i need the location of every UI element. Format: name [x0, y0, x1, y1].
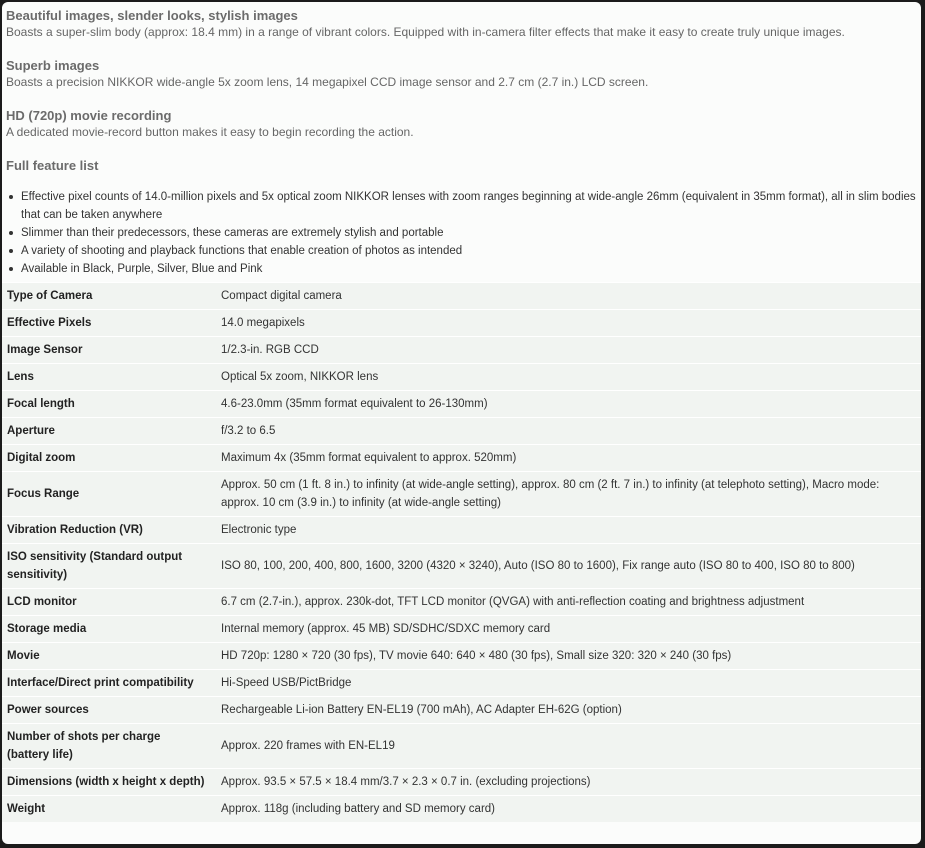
spec-row — [2, 616, 921, 643]
spec-row — [2, 283, 921, 310]
spec-row — [2, 391, 921, 418]
spec-key: Storage media — [2, 616, 210, 643]
spec-value: 6.7 cm (2.7-in.), approx. 230k-dot, TFT LCD monitor (QVGA) with anti-reflection coating and brightness adjustment — [210, 589, 921, 616]
spec-key: Dimensions (width x height x depth) — [2, 769, 210, 796]
spec-key: Focal length — [2, 391, 210, 418]
spec-value: Internal memory (approx. 45 MB) SD/SDHC/SDXC memory card — [210, 616, 921, 643]
spec-value: Hi-Speed USB/PictBridge — [210, 670, 921, 697]
feature-list — [6, 188, 917, 278]
spec-value: HD 720p: 1280 × 720 (30 fps), TV movie 640: 640 × 480 (30 fps), Small size 320: 320 × 240 (30 fps) — [210, 643, 921, 670]
spec-value: Approx. 118g (including battery and SD memory card) — [210, 796, 921, 823]
spec-key: Type of Camera — [2, 283, 210, 310]
spec-row — [2, 310, 921, 337]
spec-row — [2, 697, 921, 724]
spec-row — [2, 670, 921, 697]
spec-value: 4.6-23.0mm (35mm format equivalent to 26-130mm) — [210, 391, 921, 418]
highlight-section — [6, 7, 917, 41]
spec-key: Power sources — [2, 697, 210, 724]
spec-value: 14.0 megapixels — [210, 310, 921, 337]
spec-value: Approx. 93.5 × 57.5 × 18.4 mm/3.7 × 2.3 × 0.7 in. (excluding projections) — [210, 769, 921, 796]
spec-value: Approx. 220 frames with EN-EL19 — [210, 724, 921, 769]
feature-item: A variety of shooting and playback functions that enable creation of photos as intended — [20, 242, 917, 260]
highlight-section — [6, 57, 917, 91]
spec-key: Aperture — [2, 418, 210, 445]
spec-row — [2, 445, 921, 472]
highlight-title: Beautiful images, slender looks, stylish images — [6, 8, 298, 23]
spec-key: Interface/Direct print compatibility — [2, 670, 210, 697]
spec-row — [2, 724, 921, 769]
spec-key: Digital zoom — [2, 445, 210, 472]
spec-row — [2, 544, 921, 589]
spec-key: Focus Range — [2, 472, 210, 517]
intro-section — [2, 2, 921, 278]
spec-row — [2, 418, 921, 445]
spec-key: Effective Pixels — [2, 310, 210, 337]
spec-value: 1/2.3-in. RGB CCD — [210, 337, 921, 364]
product-description-panel — [2, 2, 921, 844]
spec-value: ISO 80, 100, 200, 400, 800, 1600, 3200 (4320 × 3240), Auto (ISO 80 to 1600), Fix range auto (ISO 80 to 400, ISO 80 to 800) — [210, 544, 921, 589]
highlight-body: A dedicated movie-record button makes it easy to begin recording the action. — [6, 125, 414, 139]
spec-key: ISO sensitivity (Standard output sensitivity) — [2, 544, 210, 589]
spec-value: Maximum 4x (35mm format equivalent to approx. 520mm) — [210, 445, 921, 472]
feature-list-title: Full feature list — [6, 158, 99, 173]
highlight-body: Boasts a super-slim body (approx: 18.4 mm) in a range of vibrant colors. Equipped with in-camera filter effects that make it easy to create truly unique images. — [6, 25, 845, 39]
spec-table — [2, 282, 921, 822]
spec-row — [2, 472, 921, 517]
spec-value: Approx. 50 cm (1 ft. 8 in.) to infinity (at wide-angle setting), approx. 80 cm (2 ft. 7 in.) to infinity (at telephoto setting), Macro mode: approx. 10 cm (3.9 in.) to infinity (at wide-angle setting) — [210, 472, 921, 517]
highlight-body: Boasts a precision NIKKOR wide-angle 5x zoom lens, 14 megapixel CCD image sensor and 2.7 cm (2.7 in.) LCD screen. — [6, 75, 649, 89]
spec-value: Optical 5x zoom, NIKKOR lens — [210, 364, 921, 391]
spec-row — [2, 589, 921, 616]
feature-item: Slimmer than their predecessors, these cameras are extremely stylish and portable — [20, 224, 917, 242]
feature-item: Available in Black, Purple, Silver, Blue and Pink — [20, 260, 917, 278]
spec-key: Weight — [2, 796, 210, 823]
spec-value: Rechargeable Li-ion Battery EN-EL19 (700 mAh), AC Adapter EH-62G (option) — [210, 697, 921, 724]
spec-value: f/3.2 to 6.5 — [210, 418, 921, 445]
spec-key: Lens — [2, 364, 210, 391]
spec-row — [2, 337, 921, 364]
spec-row — [2, 769, 921, 796]
spec-row — [2, 517, 921, 544]
feature-item: Effective pixel counts of 14.0-million pixels and 5x optical zoom NIKKOR lenses with zoom ranges beginning at wide-angle 26mm (equivalent in 35mm format), all in slim bodies that can be taken anywhere — [20, 188, 917, 224]
spec-value: Compact digital camera — [210, 283, 921, 310]
highlight-title: HD (720p) movie recording — [6, 108, 172, 123]
spec-key: Vibration Reduction (VR) — [2, 517, 210, 544]
highlight-section — [6, 107, 917, 141]
spec-key: LCD monitor — [2, 589, 210, 616]
highlight-title: Superb images — [6, 58, 100, 73]
spec-key: Number of shots per charge (battery life) — [2, 724, 210, 769]
spec-key: Image Sensor — [2, 337, 210, 364]
spec-row — [2, 364, 921, 391]
spec-row — [2, 643, 921, 670]
spec-value: Electronic type — [210, 517, 921, 544]
spec-key: Movie — [2, 643, 210, 670]
spec-row — [2, 796, 921, 823]
